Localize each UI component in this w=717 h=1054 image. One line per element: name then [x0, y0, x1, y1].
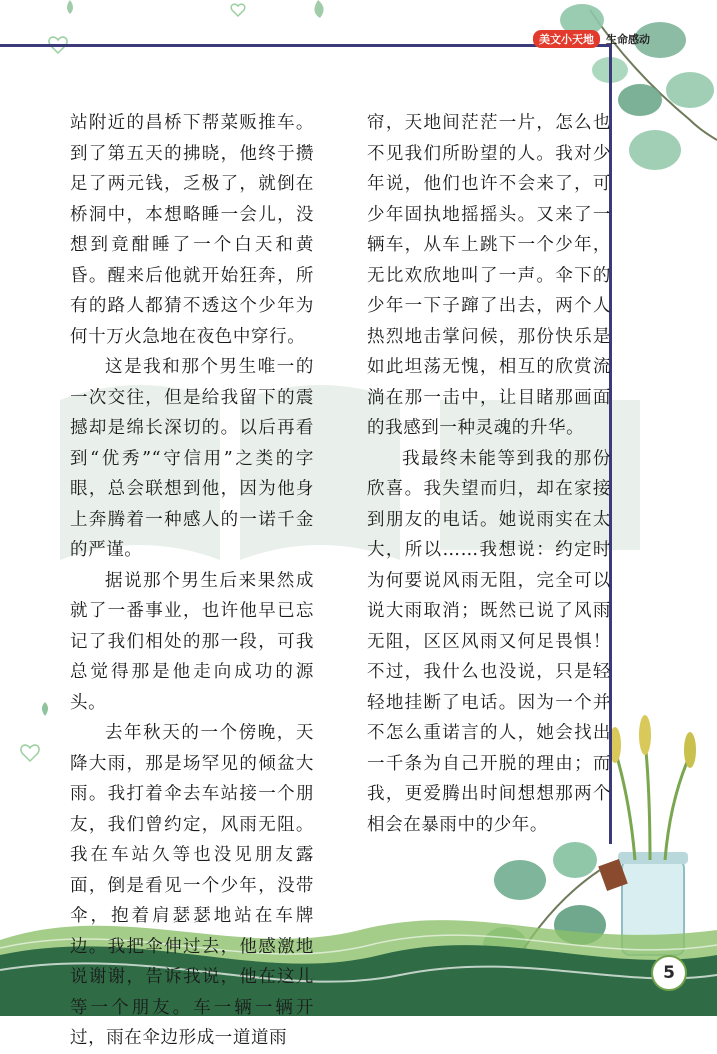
section-tag: 美文小天地 [533, 30, 600, 48]
paragraph: 据说那个男生后来果然成就了一番事业，也许他早已忘记了我们相处的那一段，可我总觉得那是他走向成功的源头。 [70, 570, 314, 713]
page-number: 5 [651, 955, 687, 991]
frame-top-line [0, 44, 612, 47]
paragraph: 这是我和那个男生唯一的一次交往，但是给我留下的震撼却是绵长深切的。以后再看到“优秀”“守信用”之类的字眼，总会联想到他，因为他身上奔腾着一种感人的一诺千金的严谨。 [70, 357, 314, 560]
paragraph: 帘，天地间茫茫一片，怎么也不见我们所盼望的人。我对少年说，他们也许不会来了，可少年固执地摇摇头。又来了一辆车，从车上跳下一个少年，无比欢欣地叫了一声。伞下的少年一下子蹿了出去，两个人热烈地击掌问候，那份快乐是如此坦荡无愧，相互的欣赏流淌在那一击中，让目睹那画面的我感到一种灵魂的升华。 [367, 113, 611, 438]
section-header [533, 30, 650, 48]
section-subtitle: 生命感动 [606, 33, 650, 46]
text-column-right [367, 108, 611, 840]
paragraph: 我最终未能等到我的那份欣喜。我失望而归，却在家接到朋友的电话。她说雨实在太大，所以……我想说：约定时为何要说风雨无阻，完全可以说大雨取消；既然已说了风雨无阻，区区风雨又何足畏惧！不过，我什么也没说，只是轻轻地挂断了电话。因为一个并不怎么重诺言的人，她会找出一千条为自己开脱的理由；而我，更爱腾出时间想想那两个相会在暴雨中的少年。 [367, 448, 611, 835]
paragraph: 去年秋天的一个傍晚，天降大雨，那是场罕见的倾盆大雨。我打着伞去车站接一个朋友，我们曾约定，风雨无阻。我在车站久等也没见朋友露面，倒是看见一个少年，没带伞，抱着肩瑟瑟地站在车牌边。我把伞伸过去，他感激地说谢谢，告诉我说，他在这儿等一个朋友。车一辆一辆开过，雨在伞边形成一道道雨 [70, 723, 314, 1048]
leaf-icons-left [42, 702, 48, 716]
paragraph: 站附近的昌桥下帮菜贩推车。到了第五天的拂晓，他终于攒足了两元钱，乏极了，就倒在桥洞中，本想略睡一会儿，没想到竟酣睡了一个白天和黄昏。醒来后他就开始狂奔，所有的路人都猜不透这个少年为何十万火急地在夜色中穿行。 [70, 113, 314, 347]
heart-icons-left [21, 745, 39, 761]
flower-jar-icon [598, 715, 696, 955]
text-column-left [70, 108, 314, 1054]
leaf-icons-top [67, 0, 324, 18]
